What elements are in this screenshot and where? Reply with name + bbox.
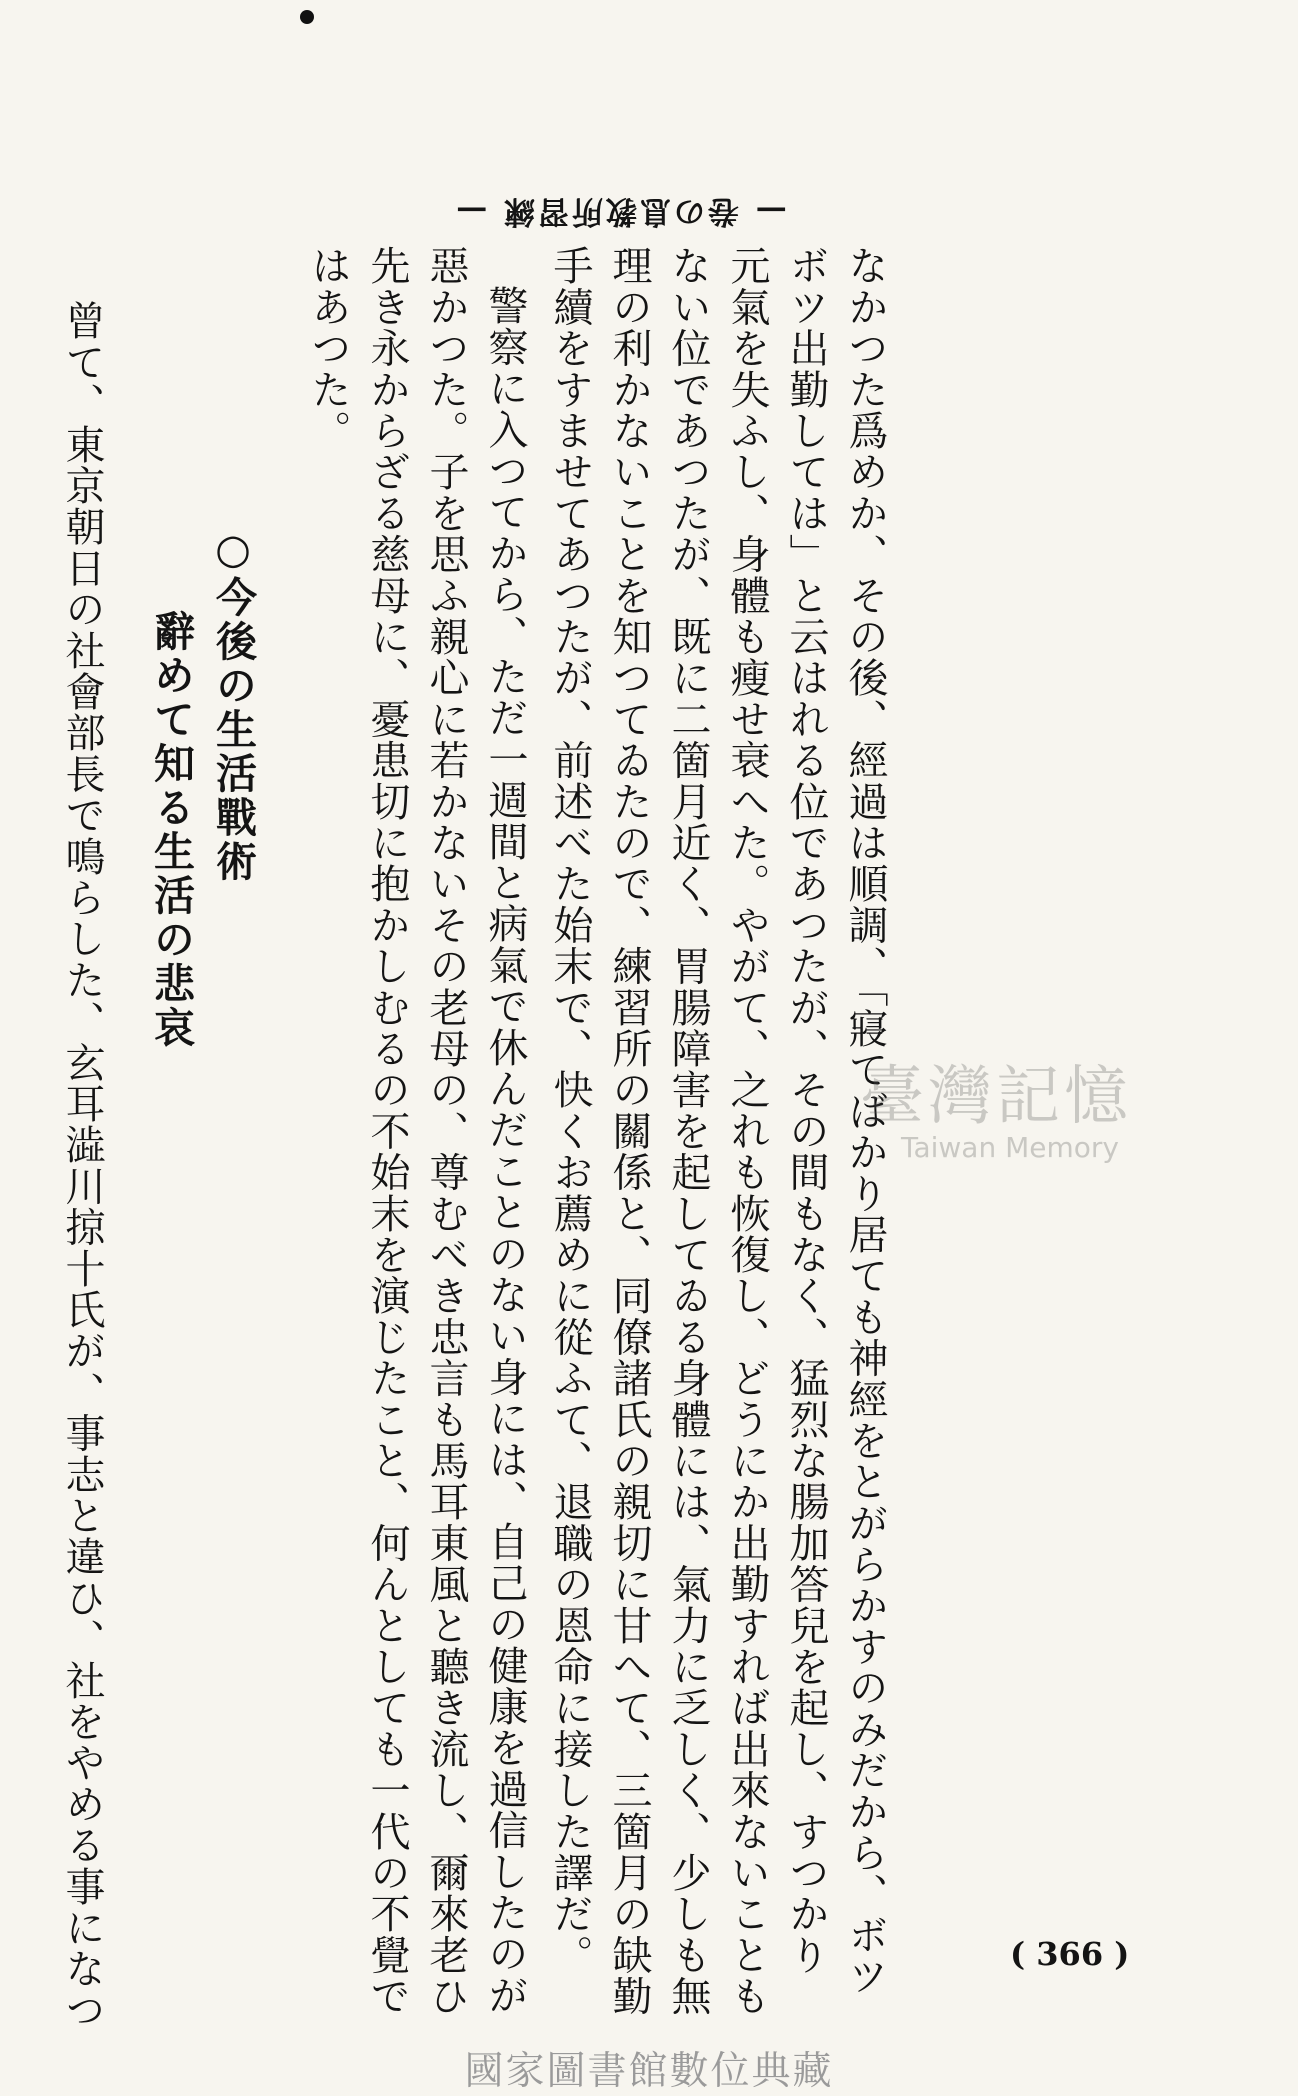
text-column-3: 元氣を失ふし、身體も瘦せ衰へた。やがて、之れも恢復し、どうにか出勤すれば出來ないことも	[724, 245, 770, 2017]
watermark-logo-text: 臺灣記憶	[860, 1060, 1132, 1134]
watermark-subtitle: Taiwan Memory	[901, 1131, 1119, 1164]
watermark-logo	[860, 1045, 1160, 1195]
section-heading: ○今後の生活戰術	[209, 525, 257, 884]
text-column-9: 先き永からざる慈母に、憂患切に抱かしむるの不始末を演じたこと、何んとしても一代の不覺で	[364, 245, 410, 2017]
text-column-5: 理の利かないことを知つてゐたので、練習所の關係と、同僚諸氏の親切に甘へて、三箇月の缺勤	[606, 245, 652, 2017]
ink-dot	[300, 10, 314, 24]
page-number: ( 366 )	[1010, 1935, 1130, 1973]
text-column-2: ボツ出勤しては」と云はれる位であつたが、その間もなく、猛烈な腸加答兒を起し、すつかり	[783, 245, 829, 1976]
text-column-6: 手續をすませてあつたが、前述べた始末で、快くお薦めに從ふて、退職の恩命に接した譯だ。	[547, 245, 593, 1976]
running-head: — 卷の息教所習練 —	[453, 193, 787, 230]
text-column-1: なかつた爲めか、その後、經過は順調、「寢てばかり居ても神經をとがらかすのみだから、ボツ	[842, 245, 888, 1997]
text-column-7: 警察に入つてから、ただ一週間と病氣で休んだことのない身には、自己の健康を過信したのが	[482, 285, 528, 2016]
footer-credit: 國家圖書館數位典藏	[464, 2049, 834, 2094]
text-column-11: 曾て、東京朝日の社會部長で鳴らした、玄耳澁川掠十氏が、事志と違ひ、社をやめる事になつ	[59, 300, 105, 2031]
text-column-8: 惡かつた。子を思ふ親心に若かないその老母の、尊むべき忠言も馬耳東風と聽き流し、爾來老ひ	[423, 245, 469, 2017]
section-subheading: 辭めて知る生活の悲哀	[147, 610, 195, 1050]
text-column-4: ない位であつたが、既に二箇月近く、胃腸障害を起してゐる身體には、氣力に乏しく、少しも無	[665, 245, 711, 2017]
text-column-10: はあつた。	[305, 245, 351, 451]
